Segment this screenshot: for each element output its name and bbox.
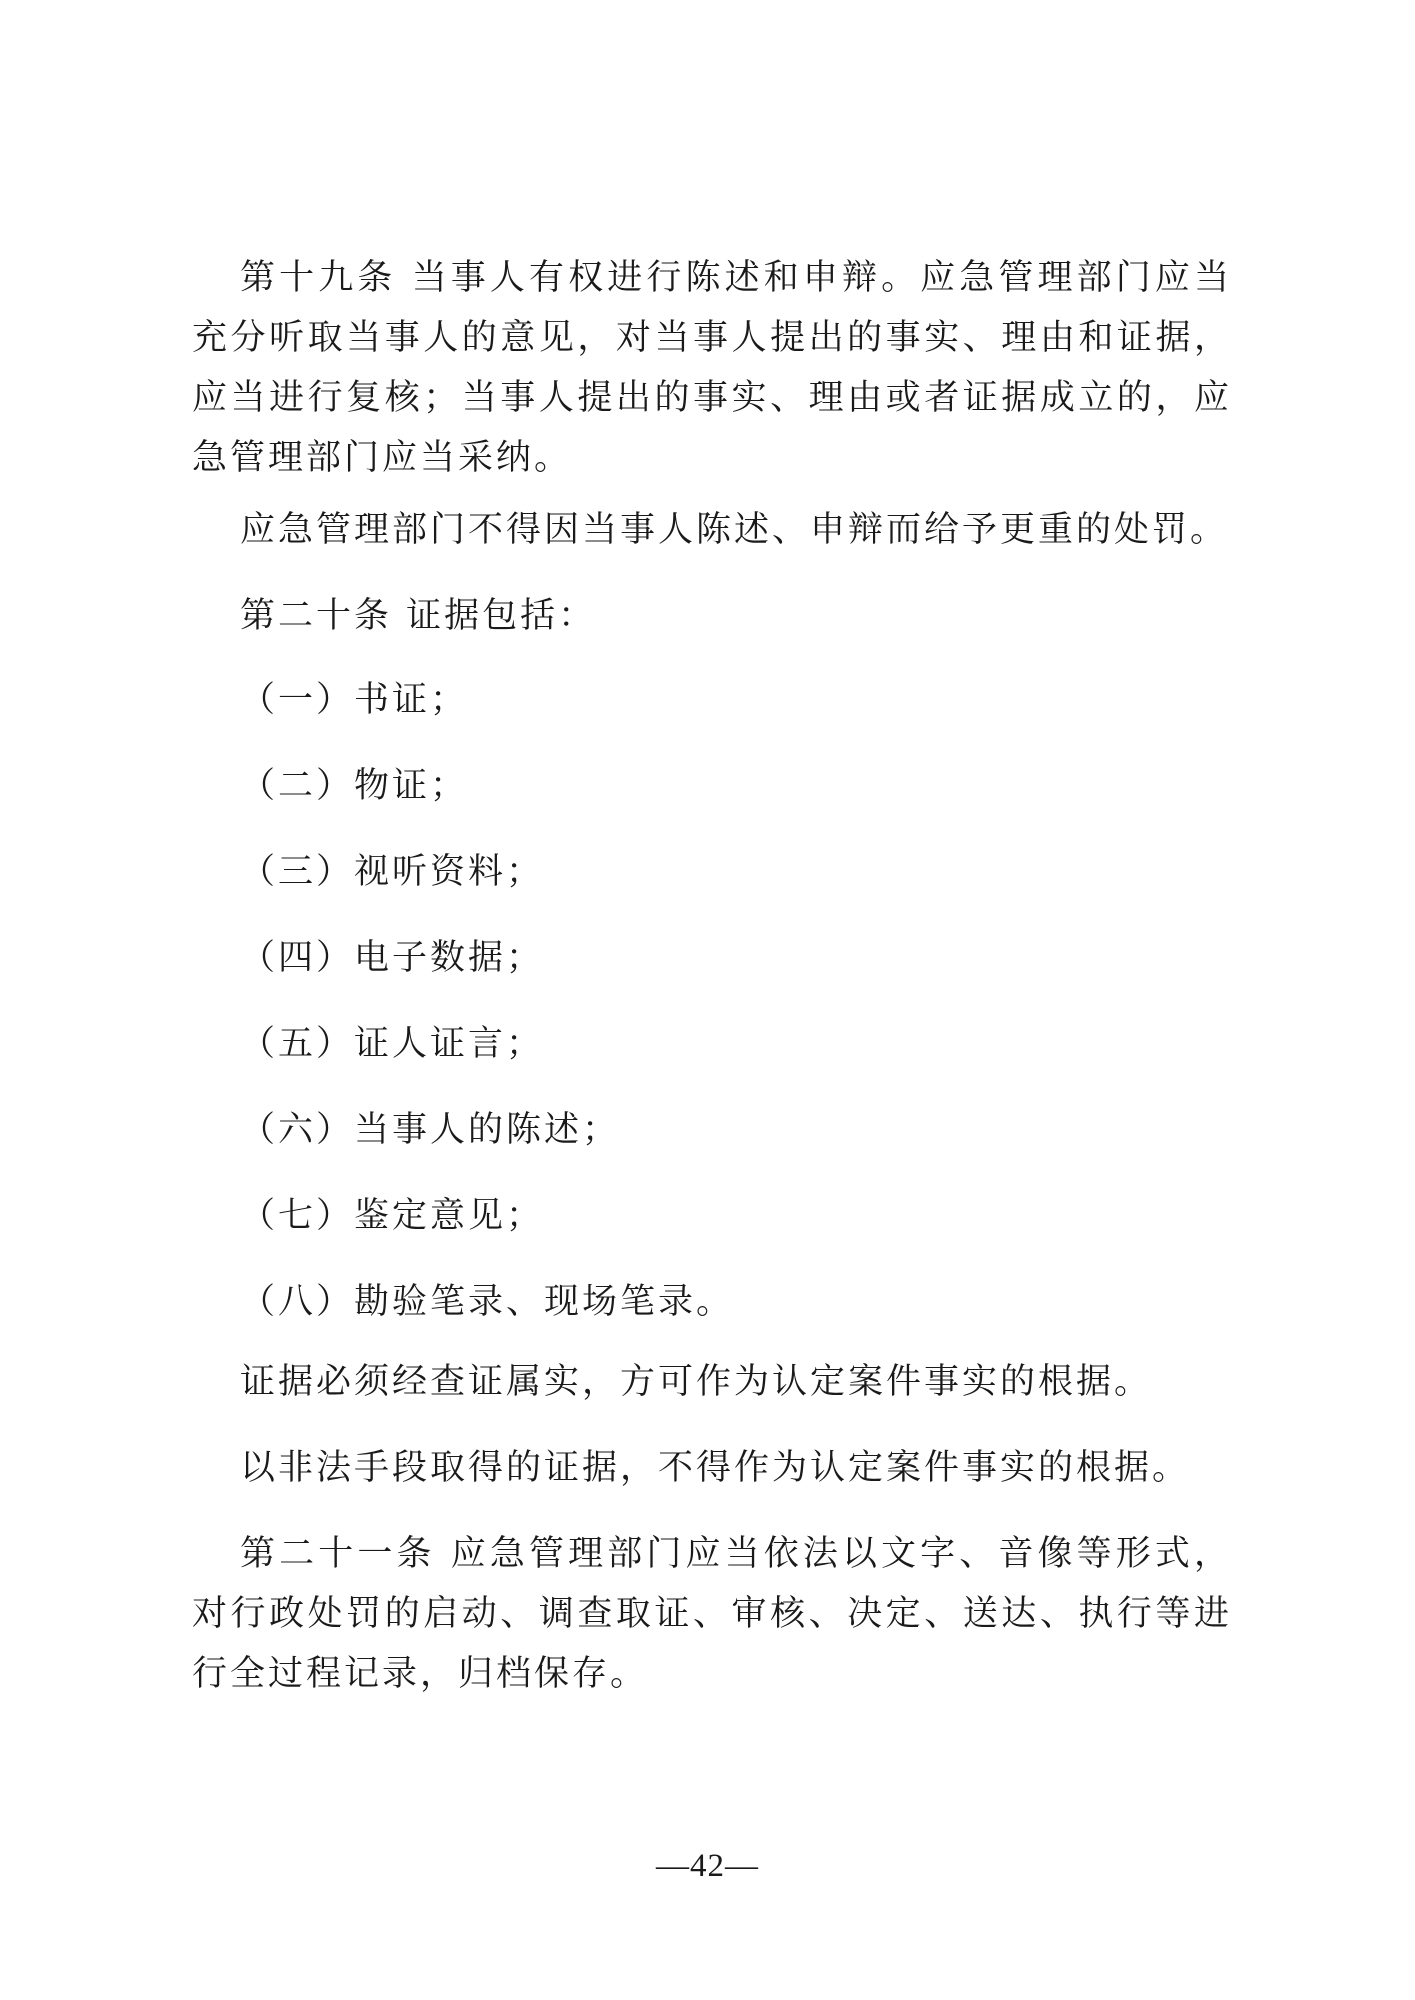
evidence-item: （一）书证； bbox=[240, 680, 469, 720]
article-20-heading: 第二十条 证据包括： bbox=[240, 596, 597, 636]
evidence-item: （八）勘验笔录、现场笔录。 bbox=[240, 1282, 735, 1322]
evidence-item: （二）物证； bbox=[240, 766, 469, 806]
page-number: —42— bbox=[656, 1848, 759, 1884]
article-21-paragraph: 第二十一条 应急管理部门应当依法以文字、音像等形式，对行政处罚的启动、调查取证、审核、决定、送达、执行等进行全过程记录，归档保存。 bbox=[192, 1534, 1232, 1694]
illegal-evidence-paragraph: 以非法手段取得的证据，不得作为认定案件事实的根据。 bbox=[240, 1448, 1191, 1488]
evidence-verification-paragraph: 证据必须经查证属实，方可作为认定案件事实的根据。 bbox=[240, 1362, 1153, 1402]
evidence-item: （五）证人证言； bbox=[240, 1024, 545, 1064]
article-19-no-heavier-penalty-paragraph: 应急管理部门不得因当事人陈述、申辩而给予更重的处罚。 bbox=[240, 510, 1229, 550]
article-19-paragraph: 第十九条 当事人有权进行陈述和申辩。应急管理部门应当充分听取当事人的意见，对当事人提出的事实、理由和证据，应当进行复核；当事人提出的事实、理由或者证据成立的，应急管理部门应当采纳。 bbox=[192, 258, 1232, 478]
evidence-item: （三）视听资料； bbox=[240, 852, 545, 892]
evidence-item: （四）电子数据； bbox=[240, 938, 545, 978]
evidence-item: （六）当事人的陈述； bbox=[240, 1110, 621, 1150]
evidence-item: （七）鉴定意见； bbox=[240, 1196, 545, 1236]
